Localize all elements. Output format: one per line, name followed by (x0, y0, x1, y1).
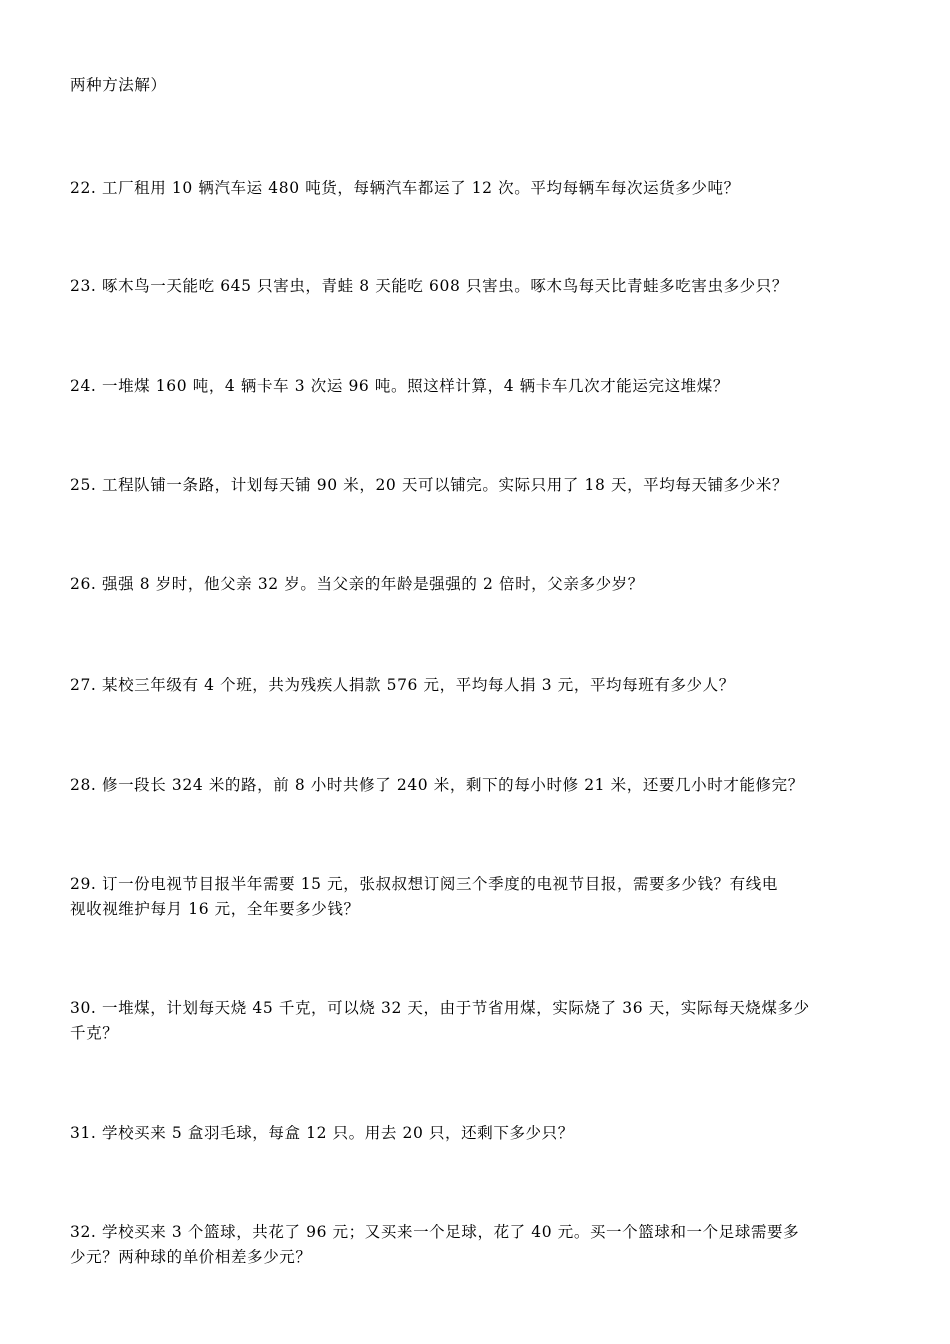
intro-line: 两种方法解） (70, 76, 167, 94)
problem-31: 31. 学校买来 5 盒羽毛球，每盒 12 只。用去 20 只，还剩下多少只？ (70, 1124, 574, 1142)
problem-32-line-2: 少元？两种球的单价相差多少元？ (70, 1248, 312, 1266)
problem-26: 26. 强强 8 岁时，他父亲 32 岁。当父亲的年龄是强强的 2 倍时，父亲多少岁？ (70, 575, 644, 593)
problem-24: 24. 一堆煤 160 吨，4 辆卡车 3 次运 96 吨。照这样计算，4 辆卡车几次才能运完这堆煤？ (70, 377, 729, 395)
problem-29-line-2: 视收视维护每月 16 元，全年要多少钱？ (70, 900, 360, 918)
problem-23: 23. 啄木鸟一天能吃 645 只害虫，青蛙 8 天能吃 608 只害虫。啄木鸟每天比青蛙多吃害虫多少只？ (70, 277, 788, 295)
problem-30-line-2: 千克？ (70, 1024, 119, 1042)
problem-28: 28. 修一段长 324 米的路，前 8 小时共修了 240 米，剩下的每小时修 21 米，还要几小时才能修完？ (70, 776, 804, 794)
problem-32-line-1: 32. 学校买来 3 个篮球，共花了 96 元；又买来一个足球，花了 40 元。买一个篮球和一个足球需要多 (70, 1223, 800, 1241)
problem-22: 22. 工厂租用 10 辆汽车运 480 吨货，每辆汽车都运了 12 次。平均每辆车每次运货多少吨？ (70, 179, 740, 197)
problem-30-line-1: 30. 一堆煤，计划每天烧 45 千克，可以烧 32 天，由于节省用煤，实际烧了 36 天，实际每天烧煤多少 (70, 999, 810, 1017)
problem-25: 25. 工程队铺一条路，计划每天铺 90 米，20 天可以铺完。实际只用了 18 天，平均每天铺多少米？ (70, 476, 789, 494)
problem-29-line-1: 29. 订一份电视节目报半年需要 15 元，张叔叔想订阅三个季度的电视节目报，需要多少钱？有线电 (70, 875, 778, 893)
problem-27: 27. 某校三年级有 4 个班，共为残疾人捐款 576 元，平均每人捐 3 元，平均每班有多少人？ (70, 676, 735, 694)
